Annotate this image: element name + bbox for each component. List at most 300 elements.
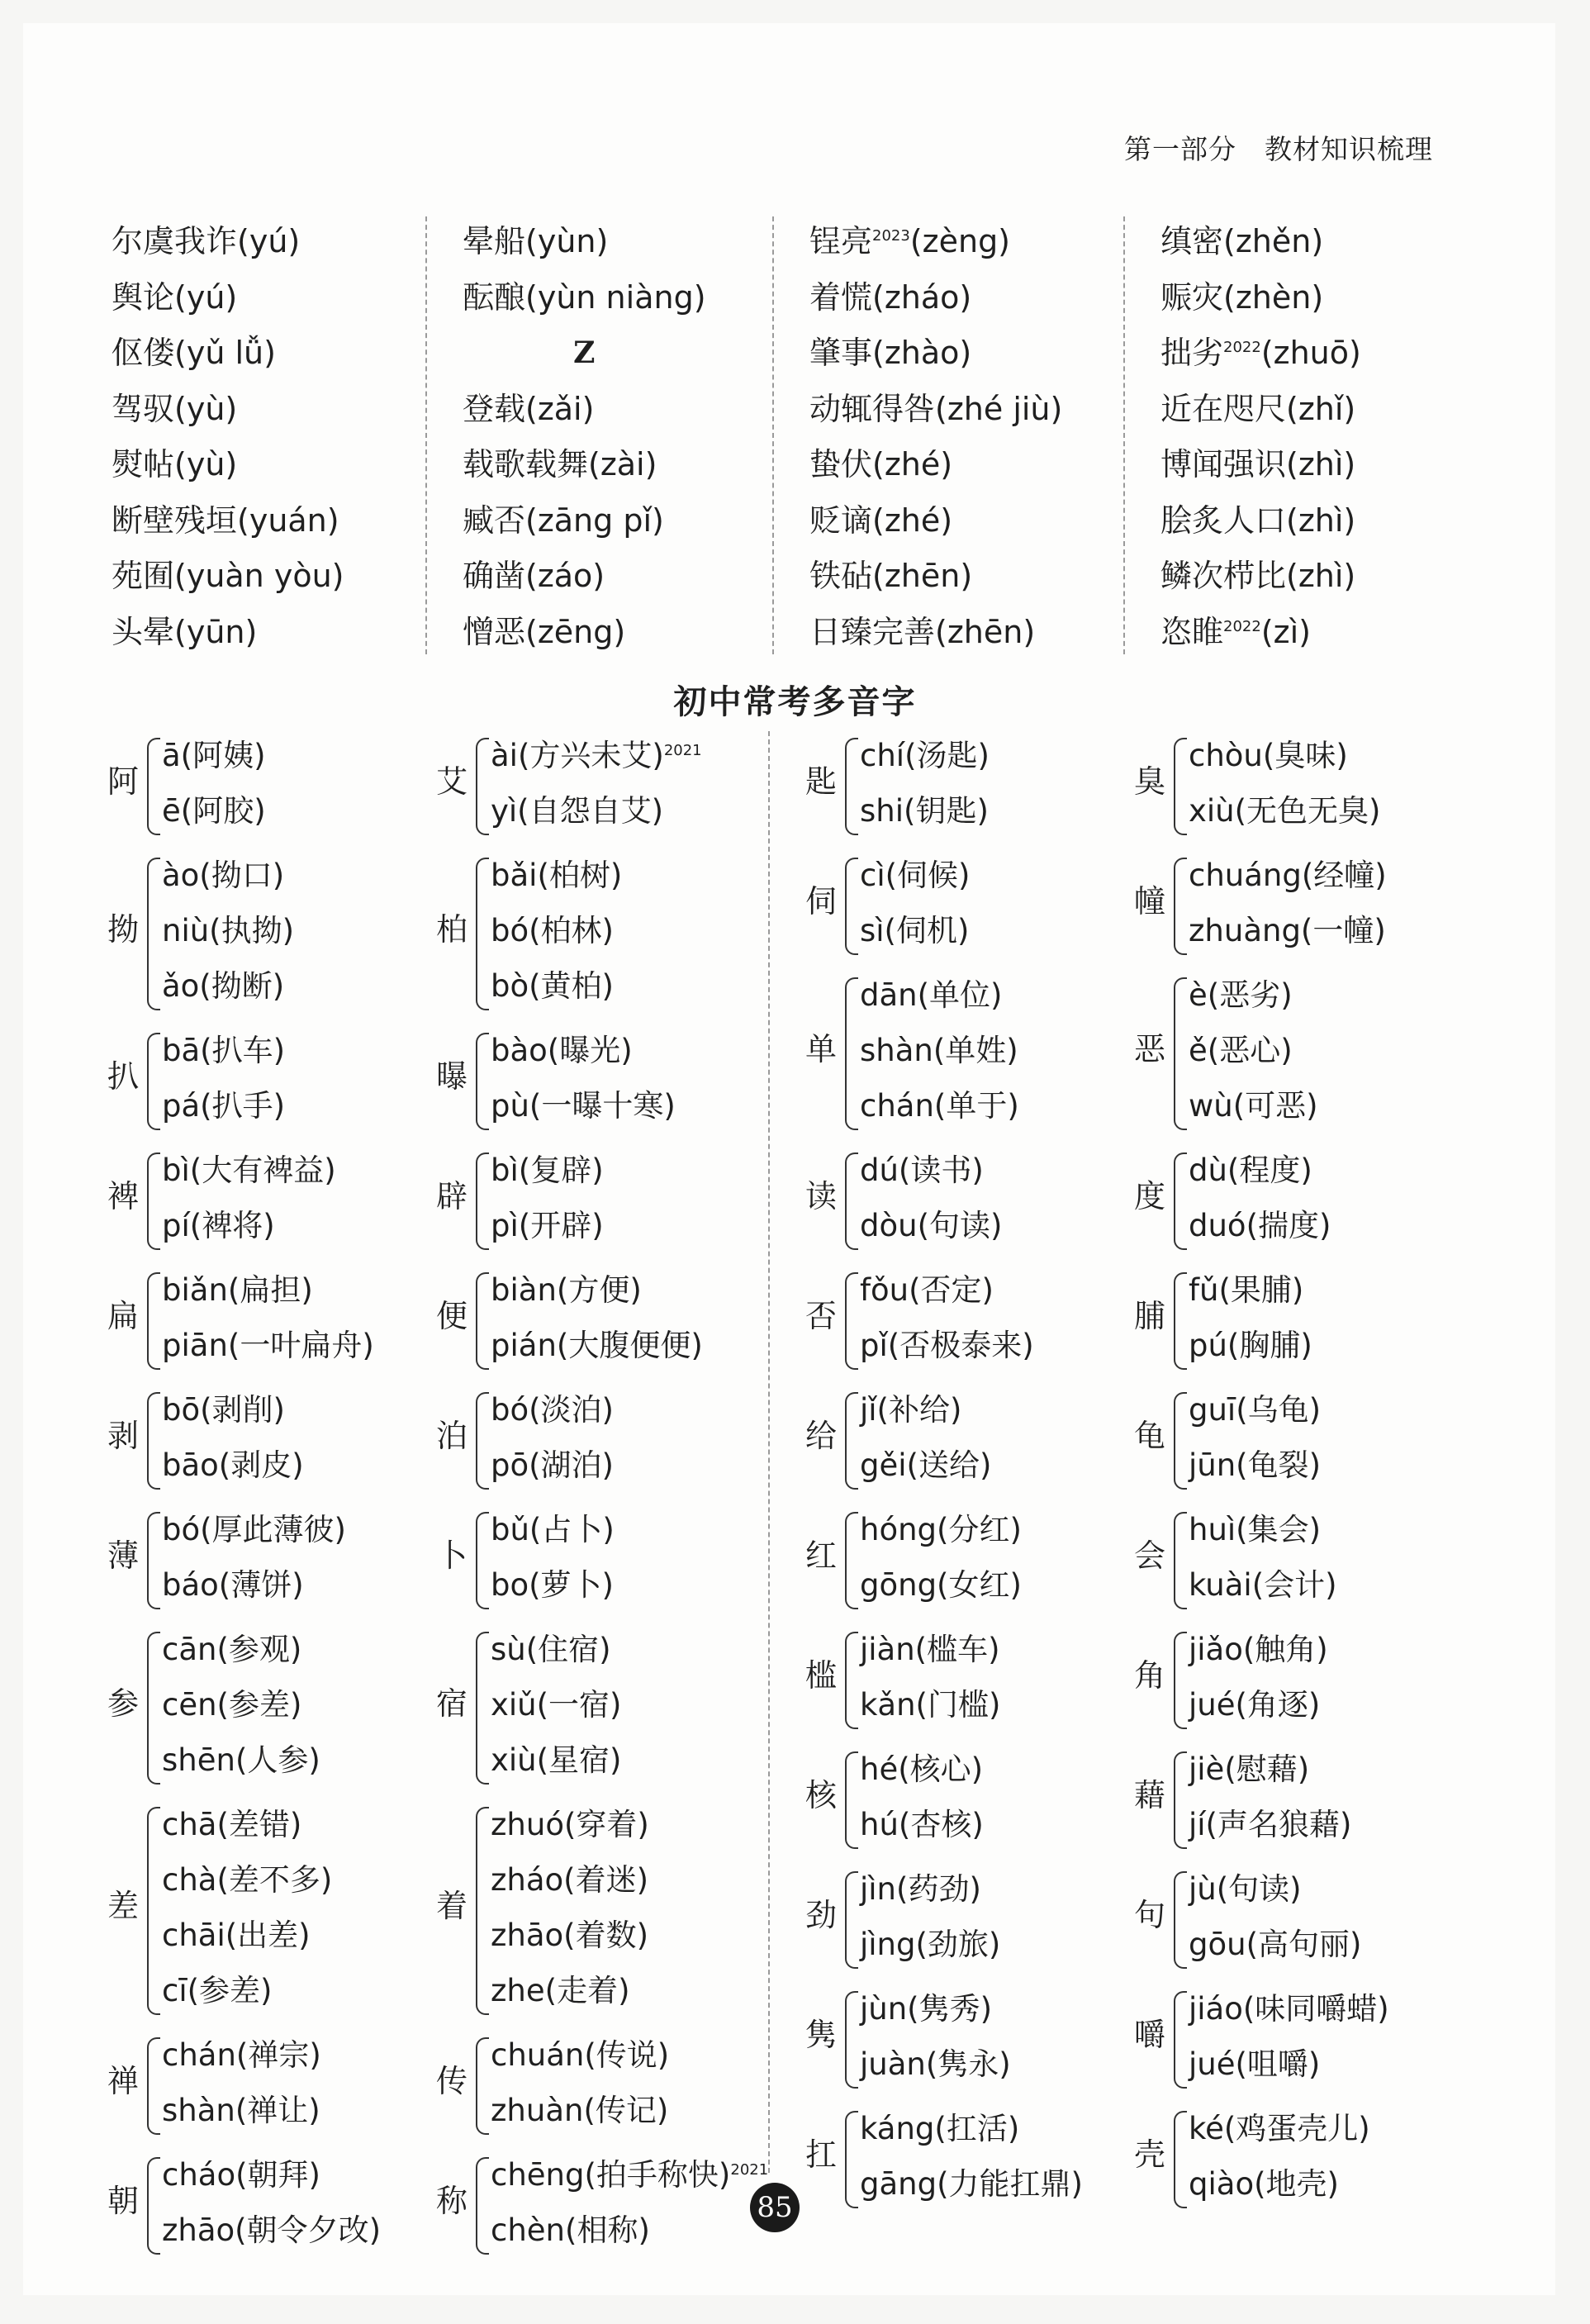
reading-item <box>860 1266 1034 1321</box>
brace-bracket <box>476 2037 489 2135</box>
brace-bracket <box>147 858 160 1010</box>
brace-bracket <box>1174 1152 1187 1250</box>
polyphone-character: 槛 <box>805 1657 838 1694</box>
readings-list <box>162 2031 321 2141</box>
readings-list <box>1189 1625 1328 1736</box>
reading-text: fǒu(否定) <box>860 1272 994 1308</box>
reading-item <box>162 2086 321 2141</box>
reading-text: ài(方兴未艾) <box>491 738 664 773</box>
readings-list <box>491 851 622 1017</box>
reading-text: kuài(会计) <box>1189 1567 1337 1603</box>
reading-item <box>860 1865 1000 1920</box>
polyphone-character: 度 <box>1134 1178 1166 1214</box>
readings-list <box>162 1800 332 2022</box>
brace-bracket <box>845 1392 858 1490</box>
reading-text: bò(黄柏) <box>491 968 614 1004</box>
top-column-4 <box>1160 216 1361 667</box>
reading-text: jué(咀嚼) <box>1189 2046 1321 2082</box>
reading-text: pá(扒手) <box>162 1088 286 1124</box>
reading-item <box>162 1385 304 1441</box>
polyphone-character: 称 <box>436 2183 468 2219</box>
reading-item <box>162 1911 332 1966</box>
reading-item <box>1189 1745 1351 1800</box>
brace-bracket <box>1174 2111 1187 2208</box>
brace-bracket <box>476 2157 489 2255</box>
reading-text: ké(鸡蛋壳儿) <box>1189 2111 1370 2146</box>
readings-list <box>1189 1745 1351 1856</box>
column-divider <box>1123 216 1125 654</box>
brace-bracket <box>147 1272 160 1370</box>
reading-text: jiàn(槛车) <box>860 1632 1000 1667</box>
brace-bracket <box>845 2111 858 2208</box>
readings-list <box>1189 971 1318 1137</box>
brace-bracket <box>845 1632 858 1729</box>
reading-item <box>162 1026 285 1081</box>
brace-bracket <box>147 738 160 835</box>
word-entry: 登载(zǎi) <box>463 390 595 427</box>
reading-item <box>162 962 294 1017</box>
top-column-1 <box>112 216 344 667</box>
reading-text: zhe(走着) <box>491 1973 630 2008</box>
polyphone-character: 伺 <box>805 883 838 920</box>
brace-bracket <box>1174 1871 1187 1969</box>
polyphone-character: 便 <box>436 1298 468 1334</box>
readings-list <box>491 2031 669 2141</box>
reading-item <box>1189 1800 1351 1856</box>
polyphone-character: 扛 <box>805 2136 838 2173</box>
reading-text: bo(萝卜) <box>491 1567 614 1603</box>
page-number: 85 <box>750 2183 800 2232</box>
reading-item <box>1189 1865 1361 1920</box>
readings-list <box>162 1385 304 1496</box>
brace-bracket <box>147 1392 160 1490</box>
reading-item <box>1189 2160 1370 2215</box>
reading-item <box>860 787 990 842</box>
reading-item <box>162 906 294 962</box>
brace-bracket <box>1174 977 1187 1130</box>
pinyin-text: (zhuō) <box>1260 335 1361 371</box>
reading-item <box>491 1321 703 1376</box>
word-entry: 舆论(yú) <box>112 278 238 316</box>
reading-text: jí(声名狼藉) <box>1189 1807 1352 1842</box>
reading-item <box>860 1625 1000 1680</box>
reading-text: bǎi(柏树) <box>491 858 623 893</box>
reading-item <box>491 1081 676 1137</box>
reading-item <box>1189 1385 1321 1441</box>
readings-list <box>1189 731 1381 842</box>
brace-bracket <box>1174 738 1187 835</box>
readings-list <box>1189 1865 1361 1975</box>
readings-list <box>491 1385 614 1496</box>
brace-bracket <box>147 1632 160 1785</box>
polyphone-character: 单 <box>805 1030 838 1067</box>
reading-item <box>1189 2040 1389 2095</box>
reading-item <box>162 1625 320 1680</box>
polyphone-character: 匙 <box>805 763 838 800</box>
reading-item <box>162 2151 381 2206</box>
polyphone-character: 着 <box>436 1888 468 1924</box>
polyphone-character: 龟 <box>1134 1418 1166 1454</box>
reading-text: dān(单位) <box>860 977 1003 1013</box>
reading-text: bāo(剥皮) <box>162 1447 304 1483</box>
readings-list <box>860 1385 991 1496</box>
pinyin-text: (zì) <box>1260 613 1311 650</box>
reading-text: bó(厚此薄彼) <box>162 1512 346 1547</box>
polyphone-character: 核 <box>805 1777 838 1813</box>
readings-list <box>1189 851 1387 962</box>
reading-text: pì(开辟) <box>491 1208 604 1243</box>
word-entry: 确凿(záo) <box>463 558 605 594</box>
reading-text: dù(程度) <box>1189 1152 1312 1188</box>
word-entry <box>1160 607 1361 663</box>
word-entry: 鳞次栉比(zhì) <box>1160 558 1356 594</box>
reading-item <box>1189 1505 1337 1561</box>
reading-text: ē(阿胶) <box>162 793 266 829</box>
readings-list <box>860 1745 984 1856</box>
reading-text: pú(胸脯) <box>1189 1328 1312 1363</box>
readings-list <box>1189 1146 1331 1257</box>
top-column-2 <box>463 216 706 667</box>
reading-item <box>860 1385 991 1441</box>
polyphone-character: 句 <box>1134 1897 1166 1933</box>
reading-text: sù(住宿) <box>491 1632 611 1667</box>
reading-text: pō(湖泊) <box>491 1447 614 1483</box>
brace-bracket <box>476 858 489 1010</box>
reading-item <box>162 1146 336 1201</box>
top-word-list <box>112 216 1408 667</box>
reading-text: jùn(隽秀) <box>860 1991 993 2027</box>
reading-item <box>860 851 971 906</box>
reading-text: duó(揣度) <box>1189 1208 1331 1243</box>
reading-text: cēn(参差) <box>162 1687 302 1723</box>
reading-item <box>162 1561 346 1616</box>
reading-text: xiù(星宿) <box>491 1742 622 1778</box>
polyphone-character: 给 <box>805 1418 838 1454</box>
reading-item <box>1189 1441 1321 1496</box>
reading-text: xiǔ(一宿) <box>491 1687 622 1723</box>
reading-item <box>491 1146 604 1201</box>
reading-text: chāi(出差) <box>162 1918 311 1953</box>
brace-bracket <box>147 1152 160 1250</box>
reading-item <box>1189 906 1387 962</box>
reading-text: jué(角逐) <box>1189 1687 1321 1723</box>
reading-item <box>860 906 971 962</box>
polyphone-character: 扁 <box>107 1298 140 1334</box>
reading-item <box>860 2040 1011 2095</box>
brace-bracket <box>147 2157 160 2255</box>
reading-text: bì(大有裨益) <box>162 1152 336 1188</box>
reading-item <box>1189 851 1387 906</box>
polyphone-character: 读 <box>805 1178 838 1214</box>
word-entry: 动辄得咎(zhé jiù) <box>809 390 1063 427</box>
reading-text: bó(淡泊) <box>491 1392 614 1428</box>
brace-bracket <box>1174 1512 1187 1609</box>
reading-text: pí(裨将) <box>162 1208 275 1243</box>
exam-year-mark: 2021 <box>730 2161 769 2179</box>
readings-list <box>491 1625 622 1791</box>
reading-item <box>491 1266 703 1321</box>
polyphone-character: 恶 <box>1134 1030 1166 1067</box>
readings-list <box>860 1865 1000 1975</box>
reading-item <box>860 1505 1022 1561</box>
reading-text: chēng(拍手称快) <box>491 2157 731 2193</box>
reading-item <box>162 787 266 842</box>
reading-item <box>491 906 622 962</box>
column-divider <box>768 731 770 2173</box>
reading-item <box>1189 787 1381 842</box>
brace-bracket <box>476 1632 489 1785</box>
polyphone-character: 卜 <box>436 1537 468 1574</box>
reading-item <box>860 1561 1022 1616</box>
exam-year-mark: 2022 <box>1223 617 1261 635</box>
word-entry: 着慌(zháo) <box>809 278 972 316</box>
reading-item <box>1189 1266 1312 1321</box>
reading-item <box>1189 1321 1312 1376</box>
brace-bracket <box>845 1272 858 1370</box>
readings-list <box>860 1505 1022 1616</box>
readings-list <box>162 1266 374 1376</box>
polyphone-character: 艾 <box>436 763 468 800</box>
reading-item <box>491 1680 622 1736</box>
reading-text: gěi(送给) <box>860 1447 992 1483</box>
polyphone-character: 剥 <box>107 1418 140 1454</box>
polyphone-character: 差 <box>107 1888 140 1924</box>
polyphone-character: 薄 <box>107 1537 140 1574</box>
reading-item <box>491 1856 649 1911</box>
reading-item <box>162 1736 320 1791</box>
brace-bracket <box>845 1991 858 2089</box>
reading-text: chán(禅宗) <box>162 2037 321 2073</box>
reading-item <box>491 1026 676 1081</box>
readings-list <box>860 1266 1034 1376</box>
word-entry: 赈灾(zhèn) <box>1160 278 1324 316</box>
reading-item <box>491 962 622 1017</box>
readings-list <box>491 1146 604 1257</box>
top-column-3 <box>809 216 1062 667</box>
reading-item <box>1189 1026 1318 1081</box>
reading-item <box>162 2206 381 2261</box>
word-entry: 驾驭(yù) <box>112 390 238 427</box>
word-entry: 憎恶(zēng) <box>463 613 626 650</box>
readings-list <box>860 1146 1002 1257</box>
reading-item <box>1189 1201 1331 1257</box>
word-entry: 熨帖(yù) <box>112 446 238 482</box>
reading-text: ā(阿姨) <box>162 738 266 773</box>
word-entry: 晕船(yùn) <box>463 223 609 259</box>
readings-list <box>1189 1505 1337 1616</box>
reading-text: jūn(龟裂) <box>1189 1447 1322 1483</box>
word-entry <box>1160 328 1361 384</box>
word-entry: 臧否(zāng pǐ) <box>463 501 664 539</box>
word-entry: 肇事(zhào) <box>809 335 972 371</box>
polyphone-character: 辟 <box>436 1178 468 1214</box>
reading-text: ào(拗口) <box>162 858 285 893</box>
reading-item <box>1189 1561 1337 1616</box>
reading-item <box>1189 1984 1389 2040</box>
readings-list <box>162 1146 336 1257</box>
reading-text: pǐ(否极泰来) <box>860 1328 1034 1363</box>
polyphone-character: 柏 <box>436 910 468 948</box>
readings-list <box>860 731 990 842</box>
reading-text: ě(恶心) <box>1189 1033 1293 1068</box>
reading-item <box>491 1561 615 1616</box>
readings-list <box>860 1625 1000 1736</box>
polyphone-character: 泊 <box>436 1418 468 1454</box>
brace-bracket <box>147 1033 160 1130</box>
reading-item <box>491 1736 622 1791</box>
reading-item <box>162 1680 320 1736</box>
word-entry: 载歌载舞(zài) <box>463 446 657 482</box>
reading-text: biàn(方便) <box>491 1272 642 1308</box>
reading-item <box>860 1201 1002 1257</box>
polyphone-character: 拗 <box>107 910 140 948</box>
brace-bracket <box>845 1871 858 1969</box>
reading-text: hóng(分红) <box>860 1512 1022 1547</box>
reading-text: hú(杏核) <box>860 1807 984 1842</box>
reading-item <box>860 1441 991 1496</box>
column-divider <box>772 216 774 654</box>
reading-text: jǐ(补给) <box>860 1392 962 1428</box>
polyphone-character: 传 <box>436 2063 468 2099</box>
readings-list <box>860 2104 1083 2215</box>
polyphone-character: 红 <box>805 1537 838 1574</box>
reading-text: chuán(传说) <box>491 2037 670 2073</box>
word-entry: 伛偻(yǔ lǚ) <box>112 335 276 371</box>
readings-list <box>491 2151 768 2261</box>
polyphone-character: 扒 <box>107 1058 140 1095</box>
reading-item <box>1189 731 1381 787</box>
brace-bracket <box>845 977 858 1130</box>
readings-list <box>860 1984 1011 2095</box>
readings-list <box>162 851 294 1017</box>
polyphone-character: 朝 <box>107 2183 140 2219</box>
reading-item <box>491 1800 649 1856</box>
word-entry: 贬谪(zhé) <box>809 501 953 539</box>
reading-item <box>1189 2104 1370 2160</box>
reading-text: jiáo(味同嚼蜡) <box>1189 1991 1389 2027</box>
reading-text: cháo(朝拜) <box>162 2157 320 2193</box>
reading-text: bì(复辟) <box>491 1152 604 1188</box>
polyphone-character: 藉 <box>1134 1777 1166 1813</box>
brace-bracket <box>476 1807 489 2015</box>
reading-item <box>491 731 702 787</box>
reading-item <box>860 1984 1011 2040</box>
reading-item <box>491 2151 768 2206</box>
reading-text: kǎn(门槛) <box>860 1687 1001 1723</box>
reading-text: jìng(劲旅) <box>860 1927 1001 1962</box>
reading-text: zhuàn(传记) <box>491 2093 669 2128</box>
reading-item <box>1189 1920 1361 1975</box>
brace-bracket <box>1174 1991 1187 2089</box>
reading-item <box>491 1201 604 1257</box>
exam-year-mark: 2022 <box>1223 339 1261 356</box>
brace-bracket <box>845 1751 858 1849</box>
reading-item <box>491 1966 649 2022</box>
column-divider <box>425 216 427 654</box>
word-entry: 断壁残垣(yuán) <box>112 501 339 539</box>
polyphone-character: 参 <box>107 1685 140 1722</box>
brace-bracket <box>1174 858 1187 955</box>
polyphone-character: 劲 <box>805 1897 838 1933</box>
reading-text: fǔ(果脯) <box>1189 1272 1304 1308</box>
readings-list <box>162 731 266 842</box>
reading-text: piān(一叶扁舟) <box>162 1328 374 1363</box>
reading-item <box>162 1266 374 1321</box>
reading-item <box>860 1920 1000 1975</box>
word-entry: 日臻完善(zhēn) <box>809 613 1036 650</box>
readings-list <box>162 2151 381 2261</box>
reading-text: gōu(高句丽) <box>1189 1927 1362 1962</box>
word-entry: 苑囿(yuàn yòu) <box>112 558 344 594</box>
readings-list <box>1189 1984 1389 2095</box>
reading-item <box>162 1321 374 1376</box>
word-entry: 头晕(yūn) <box>112 613 258 650</box>
polyphone-character: 禅 <box>107 2063 140 2099</box>
reading-item <box>491 787 702 842</box>
word-entry: 酝酿(yùn niàng) <box>463 278 706 316</box>
reading-item <box>860 2104 1083 2160</box>
reading-text: juàn(隽永) <box>860 2046 1011 2082</box>
polyphone-character: 幢 <box>1134 883 1166 920</box>
reading-text: hé(核心) <box>860 1751 984 1787</box>
reading-item <box>860 1321 1034 1376</box>
brace-bracket <box>476 1033 489 1130</box>
brace-bracket <box>476 1152 489 1250</box>
readings-list <box>162 1625 320 1791</box>
reading-text: jù(句读) <box>1189 1871 1302 1907</box>
reading-text: guī(乌龟) <box>1189 1392 1322 1428</box>
reading-item <box>860 2160 1083 2215</box>
reading-text: dòu(句读) <box>860 1208 1003 1243</box>
readings-list <box>162 1026 285 1137</box>
brace-bracket <box>147 2037 160 2135</box>
reading-text: yì(自怨自艾) <box>491 793 664 829</box>
reading-text: shàn(禅让) <box>162 2093 320 2128</box>
reading-item <box>860 1800 984 1856</box>
reading-item <box>860 1745 984 1800</box>
reading-text: bǔ(占卜) <box>491 1512 615 1547</box>
brace-bracket <box>1174 1632 1187 1729</box>
reading-text: bō(剥削) <box>162 1392 285 1428</box>
brace-bracket <box>1174 1751 1187 1849</box>
readings-list <box>1189 1385 1321 1496</box>
word-text: 恣睢 <box>1160 613 1224 650</box>
reading-text: zhuó(穿着) <box>491 1807 649 1842</box>
readings-list <box>1189 1266 1312 1376</box>
reading-text: shēn(人参) <box>162 1742 320 1778</box>
reading-text: chuáng(经幢) <box>1189 858 1387 893</box>
reading-item <box>162 1856 332 1911</box>
polyphone-character: 曝 <box>436 1058 468 1095</box>
reading-item <box>491 1385 614 1441</box>
reading-text: bā(扒车) <box>162 1033 286 1068</box>
reading-text: chán(单于) <box>860 1088 1019 1124</box>
reading-item <box>491 2031 669 2086</box>
exam-year-mark: 2021 <box>663 742 702 759</box>
reading-text: chí(汤匙) <box>860 738 990 773</box>
reading-text: zháo(着迷) <box>491 1862 649 1898</box>
reading-item <box>491 2086 669 2141</box>
reading-item <box>1189 1081 1318 1137</box>
reading-text: ǎo(拗断) <box>162 968 285 1004</box>
word-entry <box>809 216 1062 273</box>
polyphone-character: 宿 <box>436 1685 468 1722</box>
readings-list <box>491 1800 649 2022</box>
readings-list <box>860 851 971 962</box>
brace-bracket <box>476 738 489 835</box>
reading-item <box>162 731 266 787</box>
reading-text: zhāo(着数) <box>491 1918 649 1953</box>
